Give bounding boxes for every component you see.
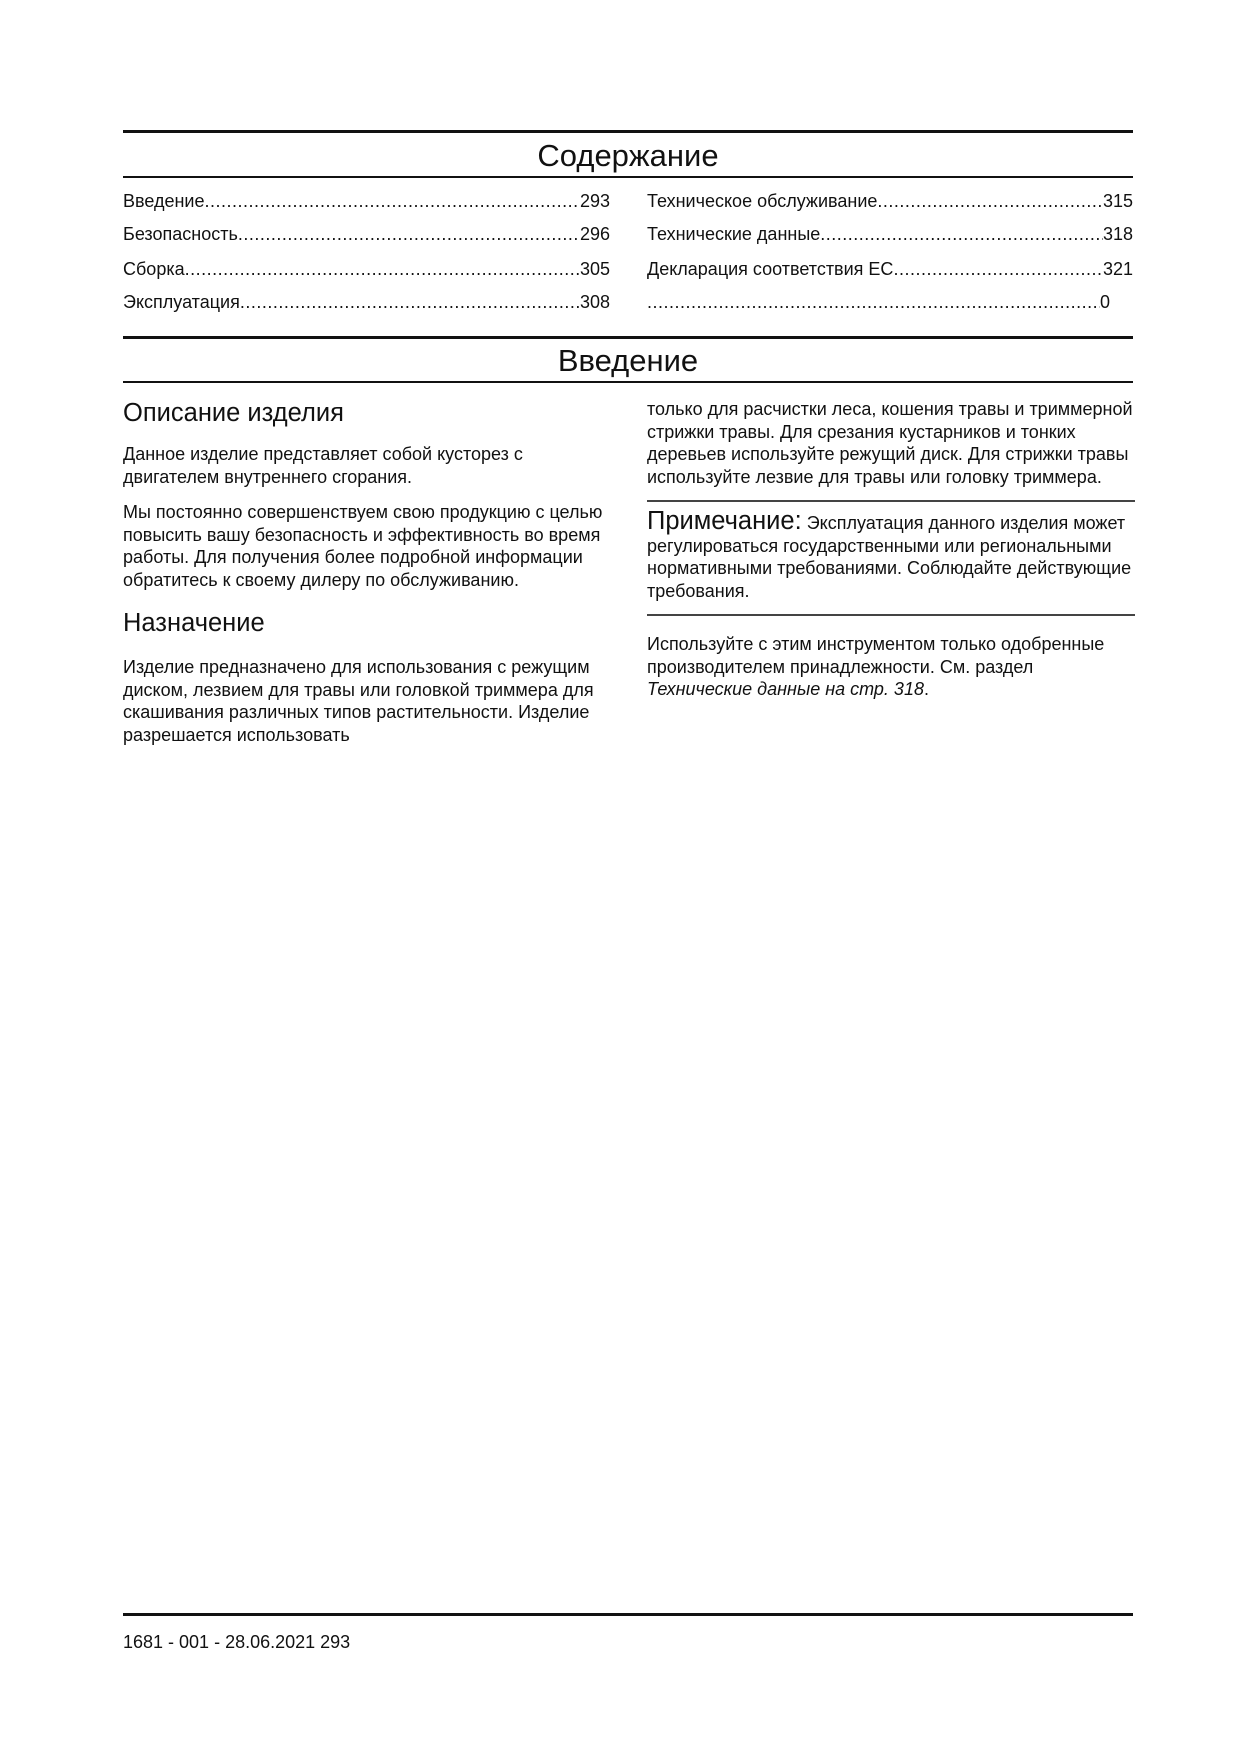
footer-rule [123, 1613, 1133, 1616]
toc-entry-empty[interactable] [647, 291, 1110, 313]
toc-entry-page: 0 [1099, 292, 1110, 312]
intro-top-rule [123, 336, 1133, 339]
intro-right-column [647, 398, 1135, 701]
description-paragraph-2: Мы постоянно совершенствуем свою продукцию с целью повысить вашу безопасность и эффективность во время работы. Для получения более подробной информации обратитесь к своему дилеру по обслуживанию. [123, 502, 603, 590]
toc-entry-label: Декларация соответствия ЕС [647, 259, 894, 279]
toc-entry-page: 293 [579, 191, 610, 211]
note-bottom-rule [647, 614, 1135, 616]
accessories-paragraph [647, 633, 1135, 701]
toc-entry-label: Техническое обслуживание [647, 191, 878, 211]
toc-entry-label: Эксплуатация [123, 292, 240, 312]
toc-entry-intro[interactable] [123, 190, 610, 212]
toc-entry-page: 308 [579, 292, 610, 312]
toc-entry-assembly[interactable] [123, 258, 610, 280]
purpose-paragraph-continued: только для расчистки леса, кошения травы и триммерной стрижки травы. Для срезания кустарников и тонких деревьев используйте режущий диск. Для стрижки травы используйте лезвие для травы или головку триммера. [647, 399, 1133, 487]
toc-entry-page: 318 [1102, 224, 1133, 244]
toc-entry-label: Технические данные [647, 224, 821, 244]
note-top-rule [647, 500, 1135, 502]
toc-entry-label: Введение [123, 191, 205, 211]
accessories-text: Используйте с этим инструментом только одобренные производителем принадлежности. См. раздел [647, 634, 1105, 677]
accessories-end: . [923, 679, 929, 699]
toc-top-rule [123, 130, 1133, 133]
note-block [647, 507, 1135, 602]
note-text: Эксплуатация данного изделия может регулироваться государственными или региональными нормативными требованиями. Соблюдайте действующие требования. [647, 513, 1132, 601]
intro-title-rule [123, 381, 1133, 383]
intro-left-column [123, 398, 611, 746]
note-label: Примечание: [647, 507, 802, 535]
toc-entry-page: 315 [1102, 191, 1133, 211]
toc-entry-page: 296 [579, 224, 610, 244]
toc-entry-declaration[interactable] [647, 258, 1133, 280]
technical-data-link[interactable]: Технические данные на стр. 318 [647, 679, 924, 699]
toc-entry-page: 305 [579, 259, 610, 279]
footer-doc-id: 1681 - 001 - 28.06.2021 [123, 1632, 321, 1652]
purpose-paragraph: Изделие предназначено для использования с режущим диском, лезвием для травы или головкой триммера для скашивания различных типов растительности. Изделие разрешается использовать [123, 657, 594, 745]
toc-entry-page: 321 [1102, 259, 1133, 279]
page-footer [123, 1631, 350, 1653]
description-paragraph-1: Данное изделие представляет собой кусторез с двигателем внутреннего сгорания. [123, 444, 523, 487]
toc-entry-technical-data[interactable] [647, 223, 1133, 245]
toc-title-rule [123, 176, 1133, 178]
purpose-heading: Назначение [123, 609, 265, 637]
toc-entry-operation[interactable] [123, 291, 610, 313]
toc-title: Содержание [537, 138, 719, 173]
intro-title: Введение [557, 343, 699, 378]
description-heading: Описание изделия [123, 399, 344, 427]
footer-page-number: 293 [320, 1632, 351, 1652]
toc-entry-safety[interactable] [123, 223, 610, 245]
toc-entry-label: Сборка [123, 259, 185, 279]
toc-entry-maintenance[interactable] [647, 190, 1133, 212]
toc-entry-label: Безопасность [123, 224, 238, 244]
